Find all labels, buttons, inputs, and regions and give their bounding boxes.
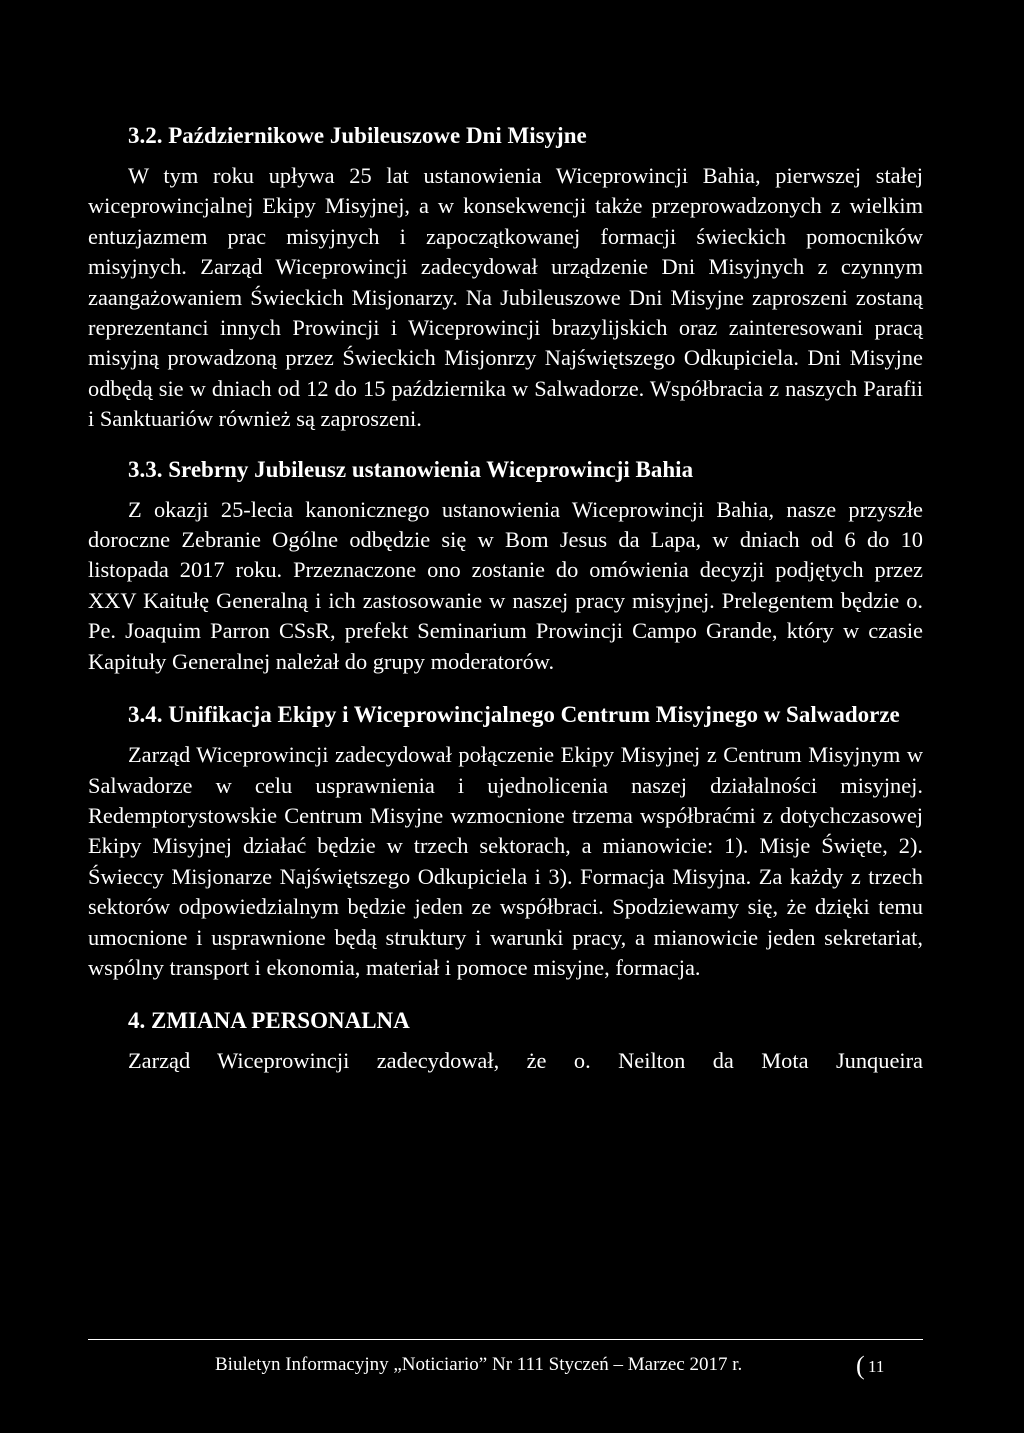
footer-divider <box>88 1339 923 1340</box>
section-heading: 3.4. Unifikacja Ekipy i Wiceprowincjalnego Centrum Misyjnego w Salwadorze <box>128 702 900 728</box>
page-bracket-icon: ( <box>856 1351 865 1380</box>
page-number: 11 <box>868 1357 885 1376</box>
section-heading: 3.3. Srebrny Jubileusz ustanowienia Wiceprowincji Bahia <box>128 456 694 482</box>
section-heading: 3.2. Październikowe Jubileuszowe Dni Misyjne <box>128 123 587 148</box>
section-paragraph: Zarząd Wiceprowincji zadecydował, że o. Neilton da Mota Junqueira <box>128 1048 923 1074</box>
section-heading: 4. ZMIANA PERSONALNA <box>128 1008 410 1034</box>
page-number-mark <box>856 1351 916 1381</box>
section-3-3 <box>88 454 923 677</box>
section-paragraph: Zarząd Wiceprowincji zadecydował połączenie Ekipy Misyjnej z Centrum Misyjnym w Salwadorze w celu usprawnienia i ujednolicenia naszej działalności misyjnej. Redemptorystowskie Centrum Misyjne wzmocnione trzema współbraćmi z dotychczasowej Ekipy Misyjnej działać będzie w trzech sektorach, a mianowicie: 1). Misje Święte, 2). Świeccy Misjonarze Najświętszego Odkupiciela i 3). Formacja Misyjna. Za każdy z trzech sektorów odpowiedzialnym będzie jeden ze współbraci. Spodziewamy się, że dzięki temu umocnione i usprawnione będą struktury i warunki pracy, a mianowicie jeden sekretariat, wspólny transport i ekonomia, materiał i pomoce misyjne, formacja. <box>88 742 923 980</box>
section-3-4 <box>88 699 923 983</box>
section-paragraph: Z okazji 25-lecia kanonicznego ustanowienia Wiceprowincji Bahia, nasze przyszłe doroczne Zebranie Ogólne odbędzie się w Bom Jesus da Lapa, w dniach od 6 do 10 listopada 2017 roku. Przeznaczone ono zostanie do omówienia decyzji podjętych przez XXV Kaitułę Generalną i ich zastosowanie w naszej pracy misyjnej. Prelegentem będzie o. Pe. Joaquim Parron CSsR, prefekt Seminarium Prowincji Campo Grande, który w czasie Kapituły Generalnej należał do grupy moderatorów. <box>88 496 923 674</box>
section-paragraph: W tym roku upływa 25 lat ustanowienia Wiceprowincji Bahia, pierwszej stałej wiceprowincjalnej Ekipy Misyjnej, a w konsekwencji także przeprowadzonych z wielkim entuzjazmem prac misyjnych i zapoczątkowanej formacji świeckich pomocników misyjnych. Zarząd Wiceprowincji zadecydował urządzenie Dni Misyjnych z czynnym zaangażowaniem Świeckich Misjonarzy. Na Jubileuszowe Dni Misyjne zaproszeni zostaną reprezentanci innych Prowincji i Wiceprowincji brazylijskich oraz zainteresowani pracą misyjną prowadzoną przez Świeckich Misjonrzy Najświętszego Odkupiciela. Dni Misyjne odbędą sie w dniach od 12 do 15 października w Salwadorze. Współbracia z naszych Parafii i Sanktuariów również są zaproszeni. <box>88 163 923 432</box>
page-footer <box>88 1339 923 1389</box>
document-page <box>88 120 923 1077</box>
section-4 <box>88 1005 923 1076</box>
footer-publication-title: Biuletyn Informacyjny „Noticiario” Nr 111 Styczeń – Marzec 2017 r. <box>215 1354 743 1375</box>
section-3-2 <box>88 120 923 435</box>
